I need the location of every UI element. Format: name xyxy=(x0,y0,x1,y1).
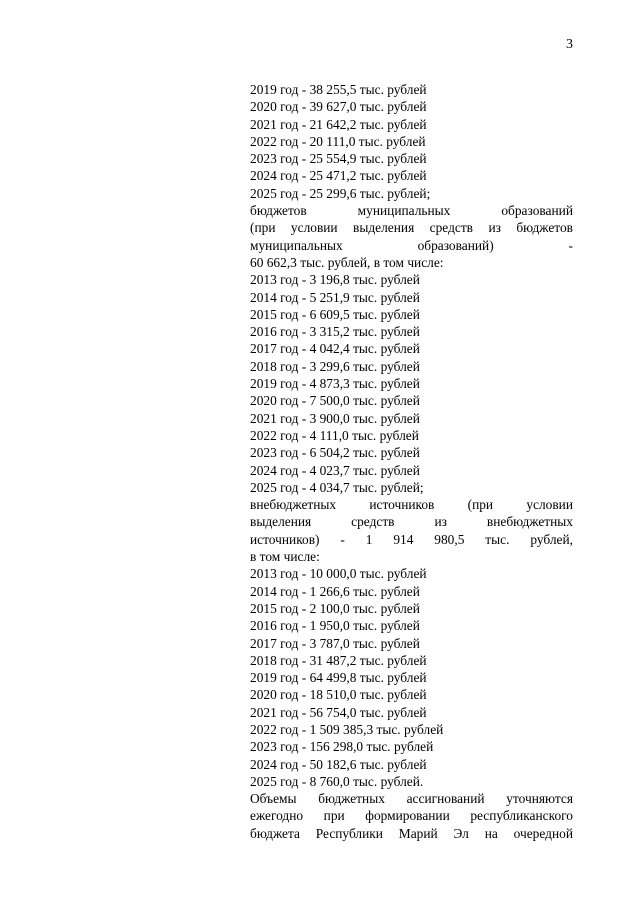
text-line: 2015 год - 6 609,5 тыс. рублей xyxy=(250,306,420,322)
text-line: бюджета Республики Марий Эл на очередной xyxy=(250,825,573,841)
text-line: 2019 год - 64 499,8 тыс. рублей xyxy=(250,670,427,686)
text-line: 2022 год - 1 509 385,3 тыс. рублей xyxy=(250,721,444,737)
text-line: ежегодно при формировании республиканского xyxy=(250,808,573,824)
text-line: 2023 год - 156 298,0 тыс. рублей xyxy=(250,739,434,755)
text-line: 2013 год - 3 196,8 тыс. рублей xyxy=(250,272,420,288)
text-line: 2018 год - 3 299,6 тыс. рублей xyxy=(250,358,420,374)
text-line: 2018 год - 31 487,2 тыс. рублей xyxy=(250,652,427,668)
text-line: 2021 год - 56 754,0 тыс. рублей xyxy=(250,704,427,720)
text-line: 2024 год - 50 182,6 тыс. рублей xyxy=(250,756,427,772)
text-line: 2023 год - 6 504,2 тыс. рублей xyxy=(250,445,420,461)
text-line: 2025 год - 4 034,7 тыс. рублей; xyxy=(250,479,424,495)
text-line: Объемы бюджетных ассигнований уточняются xyxy=(250,791,573,807)
text-line: в том числе: xyxy=(250,549,320,565)
text-line: 2024 год - 4 023,7 тыс. рублей xyxy=(250,462,420,478)
text-line: 2015 год - 2 100,0 тыс. рублей xyxy=(250,600,420,616)
text-line: 2014 год - 5 251,9 тыс. рублей xyxy=(250,289,420,305)
text-line: 2021 год - 3 900,0 тыс. рублей xyxy=(250,410,420,426)
text-line: источников) - 1 914 980,5 тыс. рублей, xyxy=(250,531,573,547)
text-line: 2022 год - 20 111,0 тыс. рублей xyxy=(250,133,426,149)
page-number: 3 xyxy=(566,37,573,52)
text-line: 2025 год - 8 760,0 тыс. рублей. xyxy=(250,773,424,789)
text-line: 2013 год - 10 000,0 тыс. рублей xyxy=(250,566,427,582)
text-line: 2019 год - 4 873,3 тыс. рублей xyxy=(250,376,420,392)
text-line: 2016 год - 1 950,0 тыс. рублей xyxy=(250,618,420,634)
text-line: 2021 год - 21 642,2 тыс. рублей xyxy=(250,116,427,132)
text-line: 2024 год - 25 471,2 тыс. рублей xyxy=(250,168,427,184)
text-line: 2020 год - 18 510,0 тыс. рублей xyxy=(250,687,427,703)
text-line: 2017 год - 3 787,0 тыс. рублей xyxy=(250,635,420,651)
text-line: 2022 год - 4 111,0 тыс. рублей xyxy=(250,427,419,443)
text-line: 2014 год - 1 266,6 тыс. рублей xyxy=(250,583,420,599)
text-line: 2017 год - 4 042,4 тыс. рублей xyxy=(250,341,420,357)
text-line: 2025 год - 25 299,6 тыс. рублей; xyxy=(250,185,431,201)
text-line: 2019 год - 38 255,5 тыс. рублей xyxy=(250,82,427,97)
text-line: бюджетов муниципальных образований xyxy=(250,203,573,219)
document-body xyxy=(250,81,573,842)
text-line: 2020 год - 7 500,0 тыс. рублей xyxy=(250,393,420,409)
text-line: выделения средств из внебюджетных xyxy=(250,514,573,530)
text-line: 60 662,3 тыс. рублей, в том числе: xyxy=(250,254,444,270)
text-line: 2016 год - 3 315,2 тыс. рублей xyxy=(250,324,420,340)
text-line: внебюджетных источников (при условии xyxy=(250,497,573,513)
text-line: 2023 год - 25 554,9 тыс. рублей xyxy=(250,151,427,167)
text-line: муниципальных образований) - xyxy=(250,237,573,253)
text-line: 2020 год - 39 627,0 тыс. рублей xyxy=(250,99,427,115)
text-line: (при условии выделения средств из бюджетов xyxy=(250,220,573,236)
